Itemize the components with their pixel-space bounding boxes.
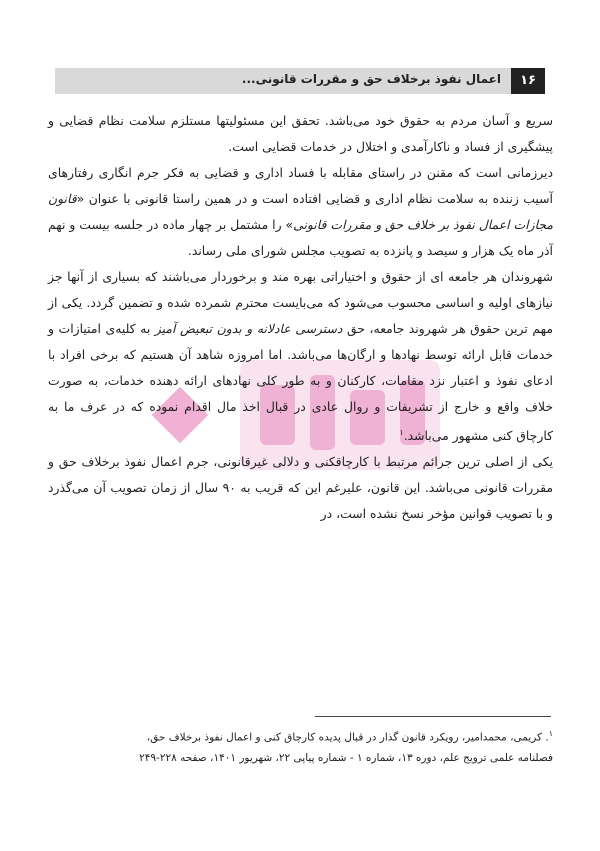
footnote-line-1: . کریمی، محمدامیر، رویکرد قانون گذار در قبال پدیده کارچاق کنی و اعمال نفوذ برخلاف حق،: [146, 731, 549, 744]
main-body-text: [48, 108, 553, 527]
paragraph-4: یکی از اصلی ترین جرائم مرتبط با کارچاقکنی و دلالی غیرقانونی، جرم اعمال نفوذ برخلاف حق و مقررات قانونی می‌باشد. این قانون، علیرغم این که قریب به ۹۰ سال از زمان تصویب آن می‌گذرد و با تصویب قوانین مؤخر نسخ نشده است، در: [48, 454, 553, 522]
footnote-marker: ۱: [548, 729, 553, 738]
footnote-line-2: فصلنامه علمی ترویج علم، دوره ۱۳، شماره ۱ - شماره پیاپی ۲۲، شهریور ۱۴۰۱، صفحه ۲۲۸-۲۴۹: [139, 751, 553, 764]
footnote: [48, 724, 553, 768]
paragraph-2: دیرزمانی است که مقنن در راستای مقابله با فساد اداری و قضایی به فکر جرم انگاری رفتارهای آسیب زننده به سلامت نظام اداری و قضایی افتاده است و در همین راستا قانونی با عنوان «قانون مجازات اعمال نفوذ بر خلاف حق و مقررات قانونی» را مشتمل بر چهار ماده در جلسه بیست و نهم آذر ماه یک هزار و سیصد و پانزده به تصویب مجلس شورای ملی رساند.: [48, 165, 553, 258]
paragraph-3: شهروندان هر جامعه ای از حقوق و اختیاراتی بهره مند و برخوردار می‌باشند که بسیاری از آنها جز نیازهای اولیه و اساسی محسوب می‌شود که می‌بایست محترم شمرده شده و تضمین گردد. یکی از مهم ترین حقوق هر شهروند جامعه، حق دسترسی عادلانه و بدون تبعیض آمیز به کلیه‌ی امتیازات و خدمات قابل ارائه توسط نهادها و ارگان‌ها می‌باشد. اما امروزه شاهد آن هستیم که برخی افراد با ادعای نفوذ و اعتبار نزد مقامات، کارکنان و به طور کلی نهادهای ارائه دهنده خدمات، به صورت خلاف واقع و خارج از تشریفات و روال عادی در قبال اخذ مال اقدام نموده که در عرف ما به کارچاق کنی مشهور می‌باشد.$^۱$: [48, 269, 553, 444]
law-title: قانون مجازات اعمال نفوذ بر خلاف حق و مقررات قانونی: [48, 191, 553, 232]
page-number: ۱۶: [511, 68, 545, 94]
footnote-reference[interactable]: ۱: [399, 428, 404, 437]
footnote-divider: [315, 716, 551, 717]
running-header: [55, 68, 511, 94]
running-title: اعمال نفوذ برخلاف حق و مقررات قانونی...: [241, 72, 501, 86]
paragraph-1: سریع و آسان مردم به حقوق خود می‌باشد. تحقق این مسئولیتها مستلزم سلامت نظام قضایی و پیشگیری از فساد و ناکارآمدی و اختلال در خدمات قضایی است.: [48, 113, 553, 154]
emphasized-phrase: دسترسی عادلانه و بدون تبعیض آمیز: [154, 321, 343, 336]
